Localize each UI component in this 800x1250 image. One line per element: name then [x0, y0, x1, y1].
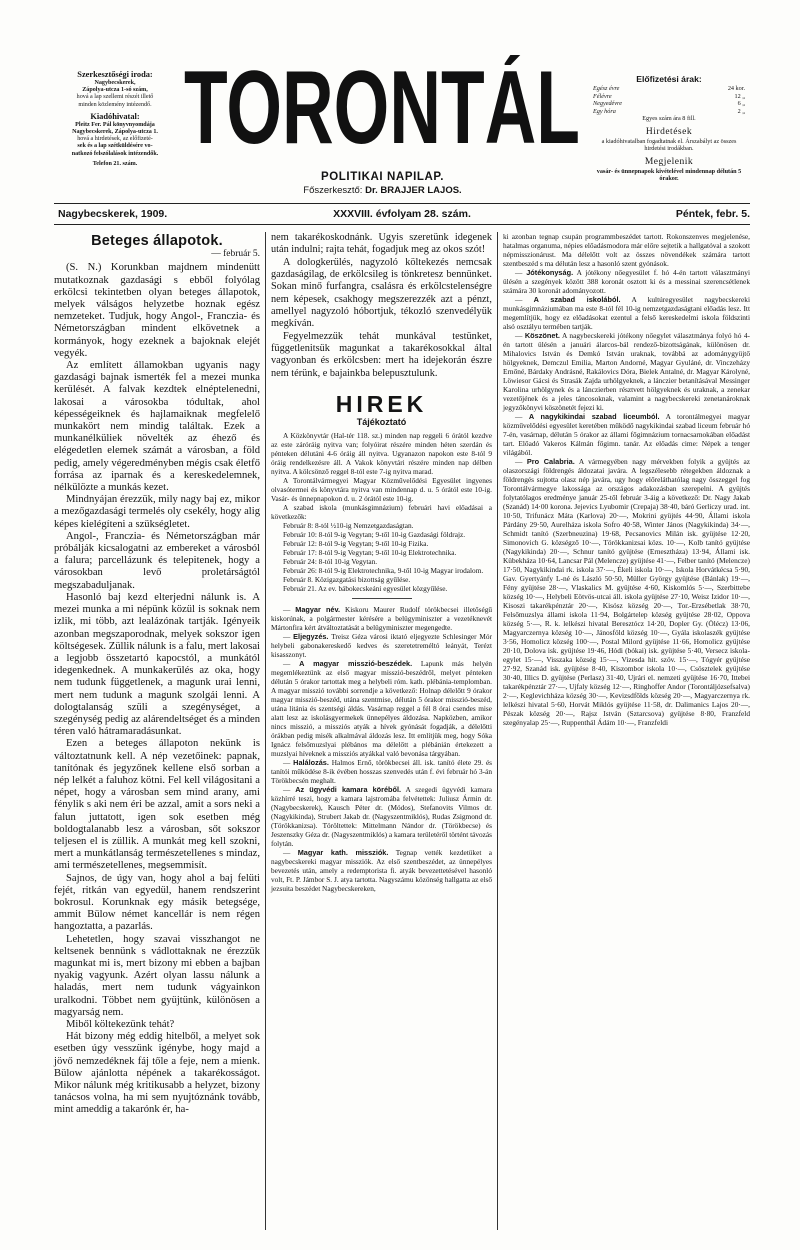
- masthead-rule-top: [54, 203, 750, 204]
- telephone-number: Telefon 21. szám.: [92, 160, 138, 167]
- price-row: Egész évre 24 kor.: [593, 85, 745, 92]
- news-item: — A magyar misszió-beszédek. Lapunk más helyén megemlékeztünk az első magyar misszió-beszédről, melyet pénteken délután 5 órakor tartottak meg a helybeli róm. kath. plébánia-templomban. A magyar misszió további sorrendje a következő: Holnap délelőtt 9 órakor magyar misszió-beszéd, utána szentmise, délután 5 órakor misszió-beszéd, utána litánia és szentségi áldás. Vasárnap reggel a fél 8 órai csendes mise alatt lesz az iskolásgyermekek ünnepélyes áldozása. Napközben, amikor nincs misszió, a missziós atyák a hívek gyónását fogadják, a délelőtti órákban pedig misék alkalmával áldozás lesz. Itt említjük meg, hogy Sóka Ignácz felsőmuzslyai plébános ma délelőtt a plébánián értekezett a muzslyai híveknek a missziós atyákkal való bevonása tárgyában.: [271, 658, 492, 758]
- guide-paragraph: A szabad iskola (munkásgimnázium) februári havi előadásai a következők:: [271, 502, 492, 521]
- newspaper-subtitle: POLITIKAI NAPILAP.: [320, 171, 445, 183]
- article-paragraph: (S. N.) Korunkban majdnem mindenütt mutatkoznak gazdasági s ebből folyólag erkölcsi tekintetben olyan beteges állapotok, melyek válságos helyzetbe hoznak egész nemzeteket. Tudjuk, hogy Angol-, Franczia- és Németországban mindent elkövetnek a kormányok, hogy ezeknek a bajoknak elejét vegyék.: [54, 262, 260, 359]
- guide-block: [271, 431, 492, 593]
- editor-name: Dr. BRAJJER LAJOS.: [365, 185, 462, 196]
- publisher-office-heading: Kiadóhivatal:: [90, 111, 140, 121]
- schedule-line: Február 8: 8-tól ½10-ig Nemzetgazdaságtan.: [283, 520, 414, 530]
- guide-subheading: Tájékoztató: [356, 417, 407, 428]
- leading-article: [54, 232, 260, 1117]
- article-paragraph: Miből költekezünk tehát?: [66, 1019, 175, 1030]
- publisher-office-line: Pleitz Fer. Pál könyvnyomdája: [75, 121, 155, 128]
- article-paragraph: Mindnyájan érezzük, mily nagy baj ez, mikor a mezőgazdasági termelés oly csekély, hogy alig képes kielégíteni a szükségletet.: [54, 494, 260, 530]
- news-item: — Halálozás. Halmos Ernő, törökbecsei áll. isk. tanító élete 29. és tanítói működése 8-ik évében hosszas szenvedés után f. évi február hó 3-án Törökbecsén meghalt.: [271, 757, 493, 785]
- publisher-office-line: Nagybecskerek, Zápolya-utcza 1.: [72, 129, 158, 136]
- ads-heading: Hirdetések: [645, 126, 693, 137]
- schedule-line: Február 21. Az ev. bábokecskeáni egyesület közgyűlése.: [283, 583, 448, 593]
- publisher-office-line: natkozó felszólalások intézendők.: [71, 150, 159, 157]
- news-item: — Köszönet. A nagybecskereki jótékony nőegylet választmánya folyó hó 4-én tartott ülésén a januári álarcos-bál rendező-bizottságának, különösen dr. Mihalovics István és Demkó István uraknak, továbbá az adománygyüjtő hölgyeknek, Demczul Emilia, Marton Andorné, Magyar Gyuláné, dr. Vinczeházy Ernőné, Bárdaky Andrásné, Rakálovics Dóra, Bielek Antalné, dr. Magyar Károlyné, Löwiesor Gácsi és Strasák Zajda urhölgyeknek, a lánczier betanításával Messinger Karolina urhölgynek és a lánczierben résztvett hölgyeknek és uraknak, a zenekar vezetőjének és a jeles táncosoknak, valamint a nagybecskereki zenetanároknak jegyzőkönyvi köszönetét fejezi ki.: [503, 331, 750, 412]
- news-item: — Az ügyvédi kamara köréből. A szegedi ügyvédi kamara közhírré teszi, hogy a kamara lajstromába felvétettek: Juliusz Ármin dr. (Nagybecskerek), Kausch Péter dr. (Módos), Stefanovits Vilmos dr. (Nagykikinda), Strubert Jakab dr. (Nagyszentmiklós), Rudas Zsigmond dr. (Törökkanizsa). Töröltettek: Mittelmann Nándor dr. (Törökbecse) és Jeszenszky Géza dr. (Nagyszentmiklós) a kamara területéről történt távozás folytán.: [271, 784, 492, 848]
- news-items: [271, 605, 492, 893]
- article-continuation: nem takarékoskodnánk. Ugyis szeretünk idegenek után indulni; rajta tehát, fogadjuk meg az okos szót!: [271, 232, 492, 256]
- right-column: [503, 232, 750, 727]
- editorial-office-line: Nagybecskerek,: [94, 80, 136, 86]
- article-paragraph: Hasonló baj kezd elterjedni nálunk is. A mezei munka a mi népünk közül is soknak nem izlik, mi több, azt lealázónak tartják. Igényeik azonban megszaporodnak, melyek sokszor igen költségesek. Züllik nálunk is a falu, mert lakosai a legjobb összetartó kapocstól, a munkától idegenkednek. A munkakerülés az oka, hogy nem tudunk függetlenek, a magunk urai lenni, mert nem tudunk a magunk szolgái lenni. A dologtalanság szüli a szegénységet, a szegénység pedig az alárendeltséget és a minden téren való hátramaradásunkat.: [54, 591, 260, 738]
- newspaper-title-logo: [180, 55, 585, 155]
- volume-number: XXXVIII. évfolyam 28. szám.: [333, 208, 471, 220]
- article-paragraph: Lehetetlen, hogy szavai visszhangot ne keltsenek bennünk s vádlottaknak ne érezzük magunkat mi is, mert bizony mi ebben a bajban nyakig vagyunk. Azért olyan lassu nálunk a haladás, mert nem tudunk vágyainkon uralkodni. Többet nem gyüjtünk, különösen a magyarság nem.: [54, 933, 260, 1018]
- guide-paragraph: A Közkönyvtár (Hal-tér 118. sz.) minden nap reggeli 6 órától kezdve az este záróráig nyitva van; folyóirat részére minden héten szerdán és pénteken délutáni 4-6 óráig áll nyitva. Ugyanazon napokon este 8-tól 9 óráig rendelkezésre áll. A Vakok könyvtári részére minden nap délben nyitva. A kölcsönző reggel 8-tól este 7-ig nyitva marad.: [271, 430, 492, 476]
- single-copy-price: Egyes szám ára 8 fill.: [642, 115, 696, 122]
- news-item: — Magyar kath. missziók. Tegnap vették kezdetüket a nagybecskereki magyar missziók. Az első szentbeszédet, az ünnepélyes bevezetés után, amely a redemptorista fi. atyák bevezettetésével hasonló volt, Ft. P. Jámbor S. J. atya tartotta. Nagyszámu közönség hallgatta az első jezsuita beszédet Nagybecskereken,: [271, 847, 492, 893]
- editor-label: Főszerkesztő:: [303, 185, 363, 196]
- middle-column: [271, 232, 492, 893]
- article-paragraph: Angol-, Franczia- és Németországban már próbálják kicsalogatni az embereket a városból a falura; parcellázunk és telepitenek, hogy a városokban levő proletárságtól megszabaduljanak.: [54, 530, 260, 591]
- column-divider: [265, 232, 266, 1230]
- article-paragraph: A dologkerülés, nagyzoló költekezés nemcsak gazdaságilag, de erkölcsileg is tönkretesz bennünket. Sokan minő furfangra, csalásra és erkölcstelenségre nem képesek, csakhogy megszerezzék azt a pénzt, amellyel nagyzoló hóbortjuk, tékozló szenvedélyük megkíván.: [271, 256, 492, 330]
- news-item: — Pro Calabria. A vármegyében nagy mérvekben folyik a gyüjtés az olaszországi földrengés áldozatai javára. A legszélesebb rétegekben áldoznak a földrengés sujtotta olasz nép javára, ugy hogy előreláthatólag nagy összeggel fog Torontálvármegye lakossága az országos adakozásban szerepelni. A gyüjtés folytatólagos eredménye január 25-től február 3-áig a következő: Dr. Nagy Jakab (Szanád) 14·00 korona. Jejevics Lyubomir (Crepaja) 38·40, báró Gerliczy urad. int. 10·50, Trifunácz Máta (Karlova) 20·—, Mokrini gyüjtés 44·90, Állami iskola Párdány 29·50, Aurelháza iskola Sofro 40·58, Winter János (Nagykikinda) 34·—, Schmidt tanító (Szerbneuzina) 19·68, Pecsanovics Milán isk. gyüjtése 12·20, Simonovich G. községző 10·—, Törökkanizsai közs. 10·—, Kolb tanító gyüjtése (Nagykikinda) 20·—, Schnur tanító gyüjtése (Ernesztháza) 13·94, Állami isk. Kübekháza 10·64, Lancsar Pál (Melencze) gyüjtése 41·—, Felber tanító (Melencze) 17·50, Nagykikindai rk. iskola 37·—, Ékeli iskola 10·—, Iskola Horvátkécsa 5·90, Gav. Gyertyánfy L-né és László 50·50, Müller György gyüjtése (Bánlak) 19·—, Fény gyüjtése 28·—, Vlaskalics M. gyüjtése 4·60, Kiskomlós 5·—, Szerbittebe község 10·—, Helybeli Eötvös-utcai áll. iskola gyüjtése 27·10, Weisz Izidor 10·—, Kisoszi takarékpénztár 20·—, Kisósz község 20·—, Tor.-Erzsébetlak 38·70, Felsőmuzslya állami iskola 11·94, Bolgártelep község gyüjtése 28·02, Oppova község 5·—, R. k. lelkészi hivatal Beresztócz 14·20, Dopler Gy. (Ölécz) 13·06, Magyarczernya község 10·—, Jánosföld község 10·—, Gyála iskolaszék gyüjtése 3·56, Homolicz község 100·—, Postal Milord gyüjtése 11·66, Homolicz gyüjtése 20·10, Dolova isk. gyüjtése 19·46, Hódi (bókai) isk. gyüjtése 5·40, Versecz iskola-egylet 15·—, Visszaka község 15·—, Vizesda hit. szöv. 15·—, Tógyér gyüjtése 27·92, Szanád isk. gyüjtése 8·40, Kiszombor iskola 10·—, Csösztelek gyüjtése 30·40, Illics D. gyüjtése (Perlasz) 31·40, Ujrári el. nemzeti gyüjtése 16·70, Ittebei takarékpénztár 27·—, Ujfaly község 12·—, Ringhoffer Andor (Torontáljózsefsalva) 2·—, Keglevichháza község 30·—, Kevizsdfőlds község 20·—, Magyarczernya rk. lelkészi hivatal 5·60, Horvát Miklós gyüjtése 11·58, dr. Dalimanics Lajos 20·—, Pészak község 20·—, Rajsz István (Sztarcsova) gyüjtése 8·80, Franzfeld szegényalap 25·—, Ruppenthál Ádám 10·—, Franzfeldi: [503, 457, 750, 727]
- schedule-line: Február 24: 8-tól 10-ig Vegytan.: [283, 556, 378, 566]
- editorial-office-line: hová a lap szellemi részét illető: [76, 94, 154, 101]
- article-date: — február 5.: [211, 249, 260, 260]
- article-paragraph: Ezen a beteges állapoton nekünk is változtatnunk kell. A nép vezetőinek: papnak, tanítónak és jegyzőnek kellene első sorban a nép lelkét a faluhoz kötni. Fel kell világositani a népet, hogy a városban sem mind arany, ami fénylik s aki nem éri be azzal, amit a sors neki a falun juttatott, igen sok esetben még boldogtalanabb lesz a városban, sőt sokszor teljesen el is züllik. A munkát meg kell szokni, mert a munkátlanság természetellenes s mindaz, ami természetellenes, megsemmisít.: [54, 738, 260, 872]
- news-item: — Jótékonyság. A jótékony nőegyesület f. hó 4-én tartott választmányi ülésén a szegények között 388 koronát osztott ki és a messinai szerencsétlenek számára 30 koronát adományozott.: [503, 268, 751, 295]
- news-item: — A szabad iskolából. A kultúregyesület nagybecskereki munkásgimnáziumában ma este 8-tól fél 10-ig nemzetgazdaságtani előadás lesz. Itt megemlítjük, hogy ez előadásokat ezentul a felső kereskedelmi iskola földszinti alsó osztályu termében tartják.: [503, 295, 750, 331]
- editorial-office-info: [54, 70, 176, 168]
- guide-paragraph: A Torontálvármegyei Magyar Közművelődési Egyesület ingyenes olvasótermei és könyvtára nyitva van mindennap d. u. 5 órától este 10-ig. Vasár- és ünnepnapokon d. u. 2 órától este 10-ig.: [271, 475, 492, 503]
- schedule-line: Február 8. Közigazgatási bizottság gyűlése.: [283, 574, 411, 584]
- news-item: — A nagykikindai szabad liceumból. A torontálmegyei magyar közművelődési egyesület keretében működő nagykikindai szabad liceum február hó 7-én, vasárnap, délután 5 órakor az állami főgimnázium tornacsarnokában előadást tart. Előadó Vakeros Kálmán főgimn. tanár. Az előadás cime: Népek a tenger világából.: [503, 412, 750, 457]
- price-row: Negyedévre 6 „: [593, 100, 745, 107]
- news-item: — Magyar név. Kiskoru Maurer Rudolf törökbecsei illetőségű kiskorúnak, a polgármester kérésére a belügyminiszter a vezetéknevét Mártonfira kért átváltoztatását a belügyminiszter megengedte.: [271, 604, 493, 632]
- publisher-office-line: hová a hirdetések, az előfizeté-: [77, 136, 153, 143]
- title-logo-art: [180, 55, 585, 155]
- news-section-heading: HIREK: [335, 391, 428, 418]
- appears-text: vasár- és ünnepnapok kivételével mindennap délután 5 órakor.: [596, 167, 742, 182]
- appears-heading: Megjelenik: [644, 156, 694, 167]
- article-paragraph: Az említett államokban ugyanis nagy gazdasági bajnak ismerték fel a mezei munka kerülését. A falvak kezdtek elnéptelenedni, lakosai a városokba tódultak, ahol képességeiknek és hajlamaiknak megfelelő munkakört nem mindig találtak. Ezek a munkanélküliek növelték az éhező és elégedetlen elemek számát a városban, a föld pedig, amely végeredményben mégis csak életfő forrása az iparnak és a kereskedelemnek, nélkülözte a munkás kezet.: [54, 360, 260, 494]
- section-separator: [352, 598, 412, 599]
- news-item: — Eljegyzés. Treisz Géza városi iktató eljegyezte Schlesinger Mór helybeli gabonakereskedő kedves és szeretetreméltó leányát, Terézt kisasszonyt.: [271, 631, 492, 659]
- editorial-office-line: minden közlemény intézendő.: [78, 101, 152, 108]
- schedule-line: Február 26: 8-tól 9-ig Elektrotechnika, 9-től 10-ig Magyar irodalom.: [283, 565, 484, 575]
- publisher-office-line: sek és a lap szétküldésére vo-: [77, 143, 153, 150]
- schedule-line: Február 10: 8-tól 9-ig Vegytan; 9-től 10-ig Gazdasági földrajz.: [283, 529, 466, 539]
- news-continuation: ki azonban tegnap csupán programmbeszédet tartott. Rokonszenves megjelenése, hatalmas organuma, népies előadásmodora már előre sejtetik a hallgatóval a szokott népmisszionárust. Ma délelőtt volt az összes növendékek számára tartott szentbeszéd s ma délután lesz a hasonló szent gyónások.: [503, 232, 750, 268]
- column-divider: [497, 232, 498, 1230]
- news-items: [503, 232, 750, 727]
- article-title: Beteges állapotok.: [91, 233, 223, 249]
- schedule-line: Február 12: 8-tól 9-ig Vegytan; 9-től 10-ig Fizika.: [283, 538, 429, 548]
- article-paragraph: Hát bizony még eddig hitelből, a melyet sok esetben úgy vesszünk igénybe, hogy majd a jövő nemzedéknek fáj tőle a feje, nem a mienk. Bülow ajánlotta népének a takarékosságot. Mikor nálunk még kritikusabb a helyzet, bizony tanácsos volna, ha mi sem nyujtóznánk tovább, mint ameddig a takarónk ér, ha-: [54, 1031, 260, 1116]
- ads-text: a kiadóhivatalban fogadtatnak el. Árszabályt az összes hirdetési irodákban.: [601, 137, 737, 152]
- place-year: Nagybecskerek, 1909.: [58, 208, 168, 220]
- subscription-heading: Előfizetési árak:: [636, 74, 702, 84]
- title-text: TORONTÁL: [184, 55, 580, 155]
- subscription-info: [593, 74, 745, 183]
- editorial-office-line: Zápolya-utcza 1-só szám,: [82, 87, 148, 94]
- editorial-office-heading: Szerkesztőségi iroda:: [77, 70, 153, 79]
- schedule-line: Február 17: 8-tól 9-ig Vegytan; 9-től 10-ig Elektrotechnika.: [283, 547, 457, 557]
- masthead-rule-bottom: [54, 224, 750, 225]
- price-row: Félévre 12 „: [593, 92, 745, 100]
- editor-line: [180, 185, 585, 196]
- price-row: Egy hóra 2 „: [593, 107, 745, 115]
- article-paragraph: Fegyelmezzük tehát munkával testünket, függetlenitsük magunkat a takarékosokkal által vagyonban és erkölcsben: mert ha idejekorán észre nem térünk, e bajainkba belepusztulunk.: [271, 330, 492, 379]
- article-paragraph: Sajnos, de úgy van, hogy ahol a baj felüti fejét, ritkán van egyedül, hanem rendszerint bokrosul. Korunknak egy másik betegsége, ammit Bülow német kancellár is nem régen hangoztatta, a pazarlás.: [54, 872, 260, 933]
- weekday-date: Péntek, febr. 5.: [675, 208, 750, 220]
